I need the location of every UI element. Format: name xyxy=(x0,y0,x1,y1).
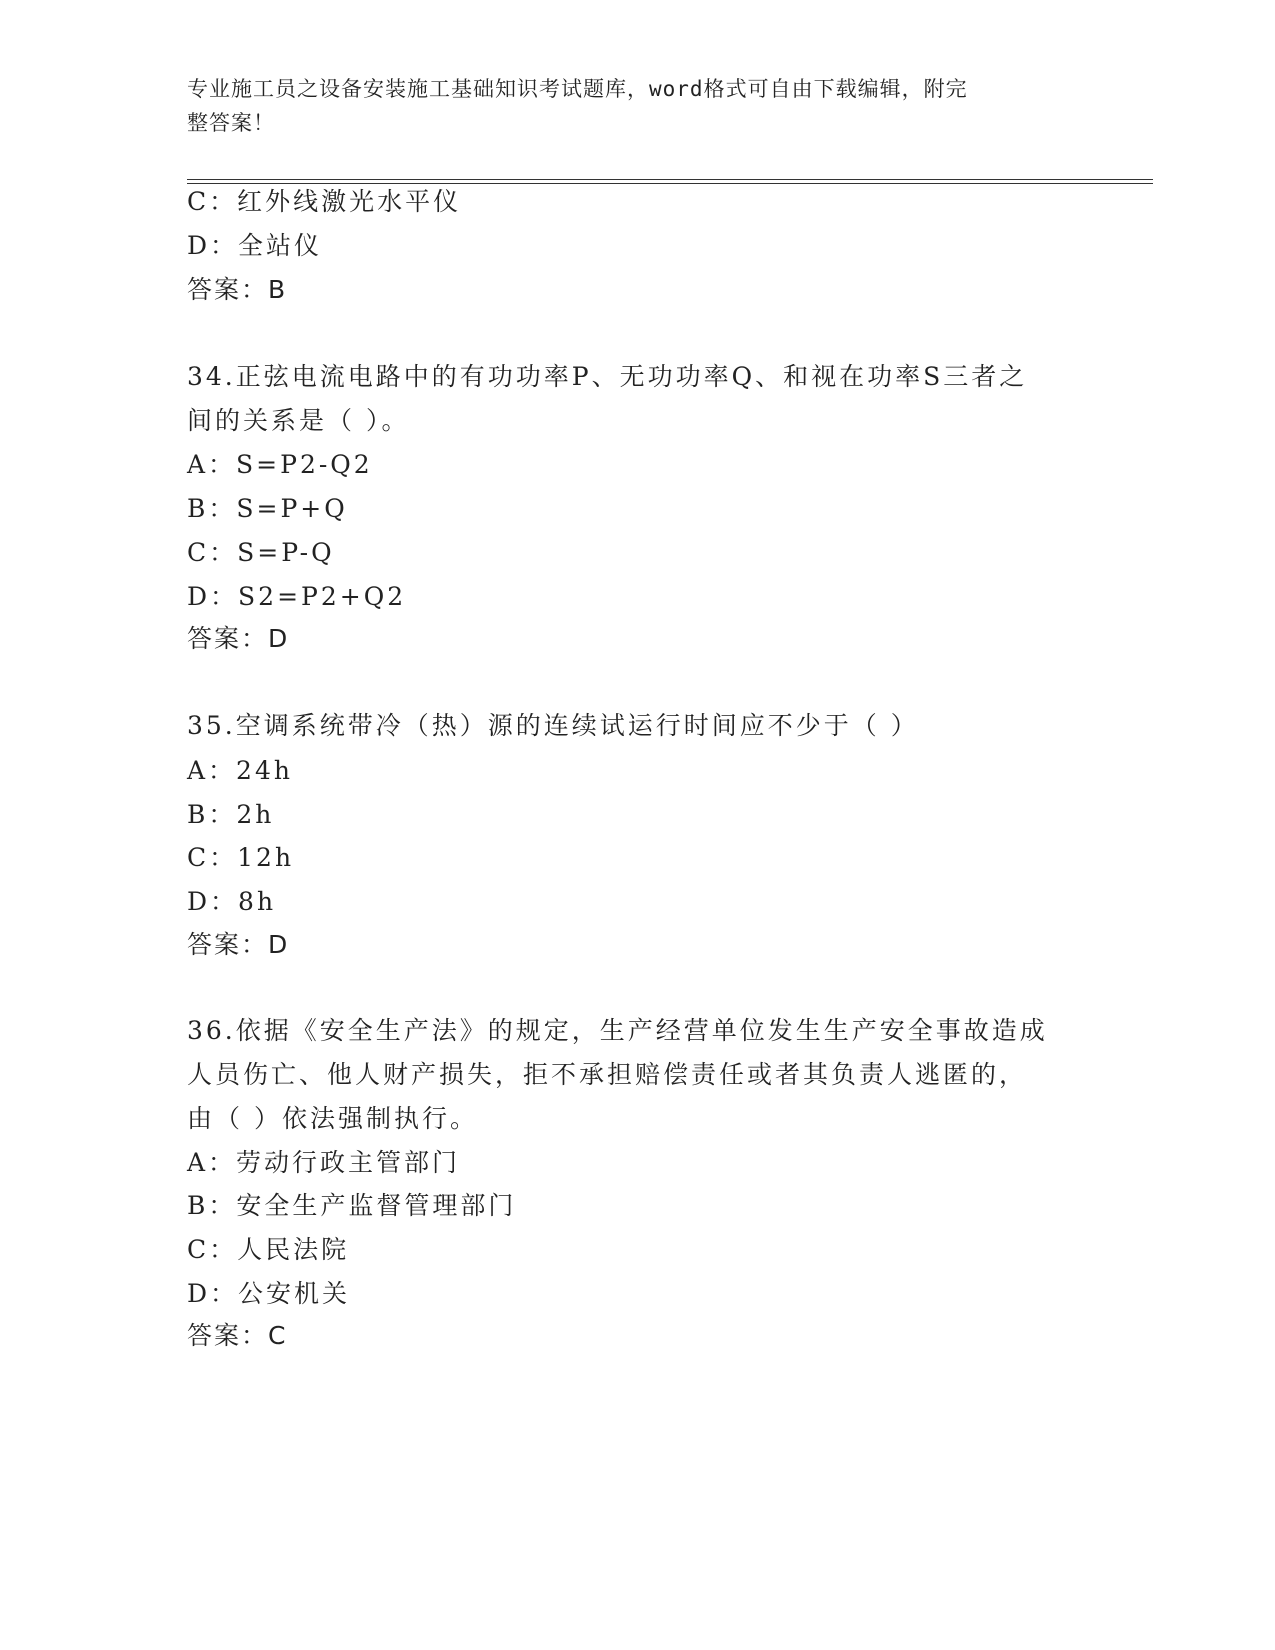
option-a: A：24h xyxy=(187,756,293,785)
option-c: C：12h xyxy=(187,843,295,872)
option-d: D：S2=P2+Q2 xyxy=(187,582,407,611)
option-c: C：S=P-Q xyxy=(187,538,335,567)
answer-line: 答案：D xyxy=(187,624,290,653)
option-d: D：公安机关 xyxy=(187,1279,351,1308)
option-b: B：2h xyxy=(187,800,275,829)
option-c: C：红外线激光水平仪 xyxy=(187,187,462,216)
option-c: C：人民法院 xyxy=(187,1235,350,1264)
answer-line: 答案：B xyxy=(187,275,288,304)
document-header xyxy=(187,72,1067,140)
option-a: A：S=P2-Q2 xyxy=(187,450,373,479)
header-line: 专业施工员之设备安装施工基础知识考试题库，word格式可自由下载编辑，附完 xyxy=(187,77,968,101)
question-text: 人员伤亡、他人财产损失，拒不承担赔偿责任或者其负责人逃匿的， xyxy=(187,1060,1028,1089)
question-text: 由（ ）依法强制执行。 xyxy=(187,1104,478,1133)
header-divider xyxy=(187,179,1153,180)
option-d: D：全站仪 xyxy=(187,231,323,260)
option-a: A：劳动行政主管部门 xyxy=(187,1148,461,1177)
answer-line: 答案：C xyxy=(187,1321,288,1350)
header-divider xyxy=(187,183,1153,184)
option-b: B：安全生产监督管理部门 xyxy=(187,1191,517,1220)
option-d: D：8h xyxy=(187,887,277,916)
option-b: B：S=P+Q xyxy=(187,494,348,523)
question-text: 36.依据《安全生产法》的规定，生产经营单位发生生产安全事故造成 xyxy=(187,1016,1048,1045)
header-line: 整答案！ xyxy=(187,111,275,135)
question-text: 34.正弦电流电路中的有功功率P、无功功率Q、和视在功率S三者之 xyxy=(187,362,1028,391)
answer-line: 答案：D xyxy=(187,930,290,959)
question-text: 35.空调系统带冷（热）源的连续试运行时间应不少于（ ） xyxy=(187,711,919,740)
question-text: 间的关系是（ ）。 xyxy=(187,406,410,435)
